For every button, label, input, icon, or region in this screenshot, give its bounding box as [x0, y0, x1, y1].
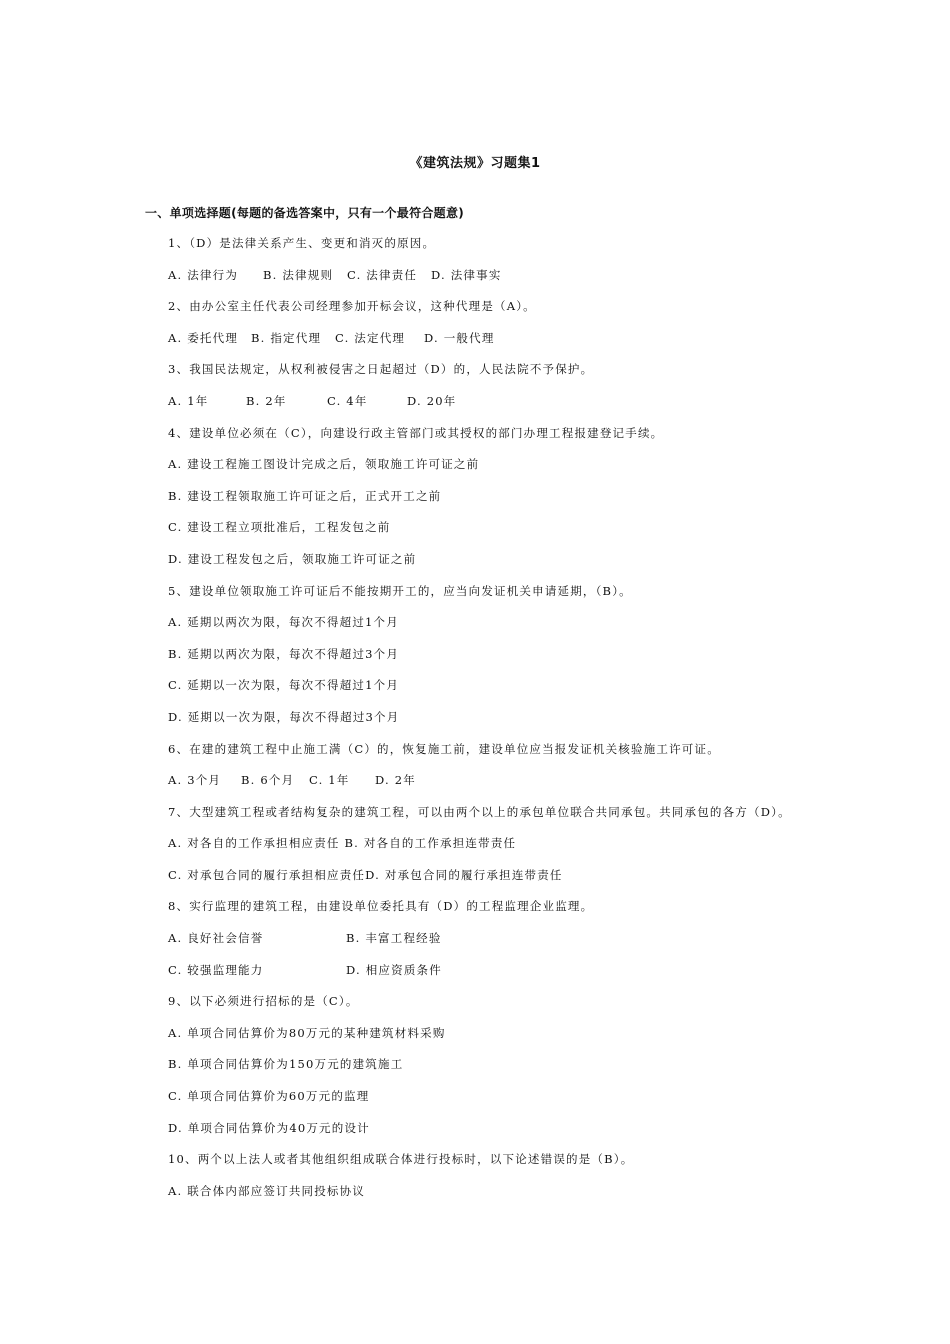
- option-row: [168, 962, 868, 994]
- option: C. 法定代理: [335, 330, 406, 345]
- question-stem: 4、建设单位必须在（C），向建设行政主管部门或其授权的部门办理工程报建登记手续。: [168, 425, 664, 440]
- option: B. 丰富工程经验: [346, 931, 442, 946]
- section-heading: 一、单项选择题(每题的备选答案中，只有一个最符合题意): [145, 206, 465, 220]
- option: C. 单项合同估算价为60万元的监理: [168, 1089, 370, 1104]
- option: D. 相应资质条件: [346, 962, 442, 977]
- option: C. 延期以一次为限，每次不得超过1个月: [168, 678, 400, 693]
- option: B. 2年: [246, 393, 287, 408]
- option: A. 1年: [168, 393, 209, 408]
- option: C. 建设工程立项批准后，工程发包之前: [168, 520, 391, 535]
- option-row: [168, 772, 868, 804]
- question-stem: 2、由办公室主任代表公司经理参加开标会议，这种代理是（A）。: [168, 299, 536, 314]
- option-row: [168, 267, 868, 299]
- question-stem: 5、建设单位领取施工许可证后不能按期开工的，应当向发证机关申请延期，（B）。: [168, 583, 632, 598]
- question-stem: 7、大型建筑工程或者结构复杂的建筑工程，可以由两个以上的承包单位联合共同承包。共同承包的各方（D）。: [168, 804, 791, 819]
- option: C. 1年: [309, 773, 350, 788]
- option: A. 法律行为: [168, 267, 239, 282]
- question-stem: 6、在建的建筑工程中止施工满（C）的，恢复施工前，建设单位应当报发证机关核验施工许可证。: [168, 741, 720, 756]
- option: D. 法律事实: [431, 267, 502, 282]
- option: D. 单项合同估算价为40万元的设计: [168, 1120, 370, 1135]
- question-stem: 10、两个以上法人或者其他组织组成联合体进行投标时，以下论述错误的是（B）。: [168, 1152, 634, 1167]
- option: D. 2年: [375, 773, 416, 788]
- option: A. 单项合同估算价为80万元的某种建筑材料采购: [168, 1025, 446, 1040]
- option: A. 联合体内部应签订共同投标协议: [168, 1183, 366, 1198]
- option: B. 6个月: [241, 773, 295, 788]
- option: A. 延期以两次为限，每次不得超过1个月: [168, 615, 399, 630]
- option: B. 单项合同估算价为150万元的建筑施工: [168, 1057, 404, 1072]
- option: B. 法律规则: [263, 267, 334, 282]
- question-stem: 9、以下必须进行招标的是（C）。: [168, 994, 359, 1009]
- document-title: 《建筑法规》习题集1: [409, 156, 541, 171]
- option: A. 良好社会信誉: [168, 931, 264, 946]
- question-list: [168, 235, 868, 1214]
- option: D. 延期以一次为限，每次不得超过3个月: [168, 709, 400, 724]
- option: C. 4年: [327, 393, 368, 408]
- option: C. 较强监理能力: [168, 962, 264, 977]
- option: B. 建设工程领取施工许可证之后，正式开工之前: [168, 488, 442, 503]
- question-stem: 8、实行监理的建筑工程，由建设单位委托具有（D）的工程监理企业监理。: [168, 899, 594, 914]
- option: A. 委托代理: [168, 330, 239, 345]
- question-stem: 3、我国民法规定，从权利被侵害之日起超过（D）的，人民法院不予保护。: [168, 362, 594, 377]
- option-line: C. 对承包合同的履行承担相应责任D. 对承包合同的履行承担连带责任: [168, 867, 563, 882]
- option-row: [168, 393, 868, 425]
- option-row: [168, 330, 868, 362]
- option-row: [168, 930, 868, 962]
- option-line: A. 对各自的工作承担相应责任 B. 对各自的工作承担连带责任: [168, 836, 517, 851]
- option: B. 延期以两次为限，每次不得超过3个月: [168, 646, 400, 661]
- option: D. 一般代理: [424, 330, 495, 345]
- option: B. 指定代理: [251, 330, 322, 345]
- option: D. 建设工程发包之后，领取施工许可证之前: [168, 551, 417, 566]
- option: A. 建设工程施工图设计完成之后，领取施工许可证之前: [168, 457, 480, 472]
- question-stem: 1、（D）是法律关系产生、变更和消灭的原因。: [168, 236, 436, 250]
- option: D. 20年: [407, 393, 457, 408]
- option: C. 法律责任: [347, 267, 418, 282]
- option: A. 3个月: [168, 773, 222, 788]
